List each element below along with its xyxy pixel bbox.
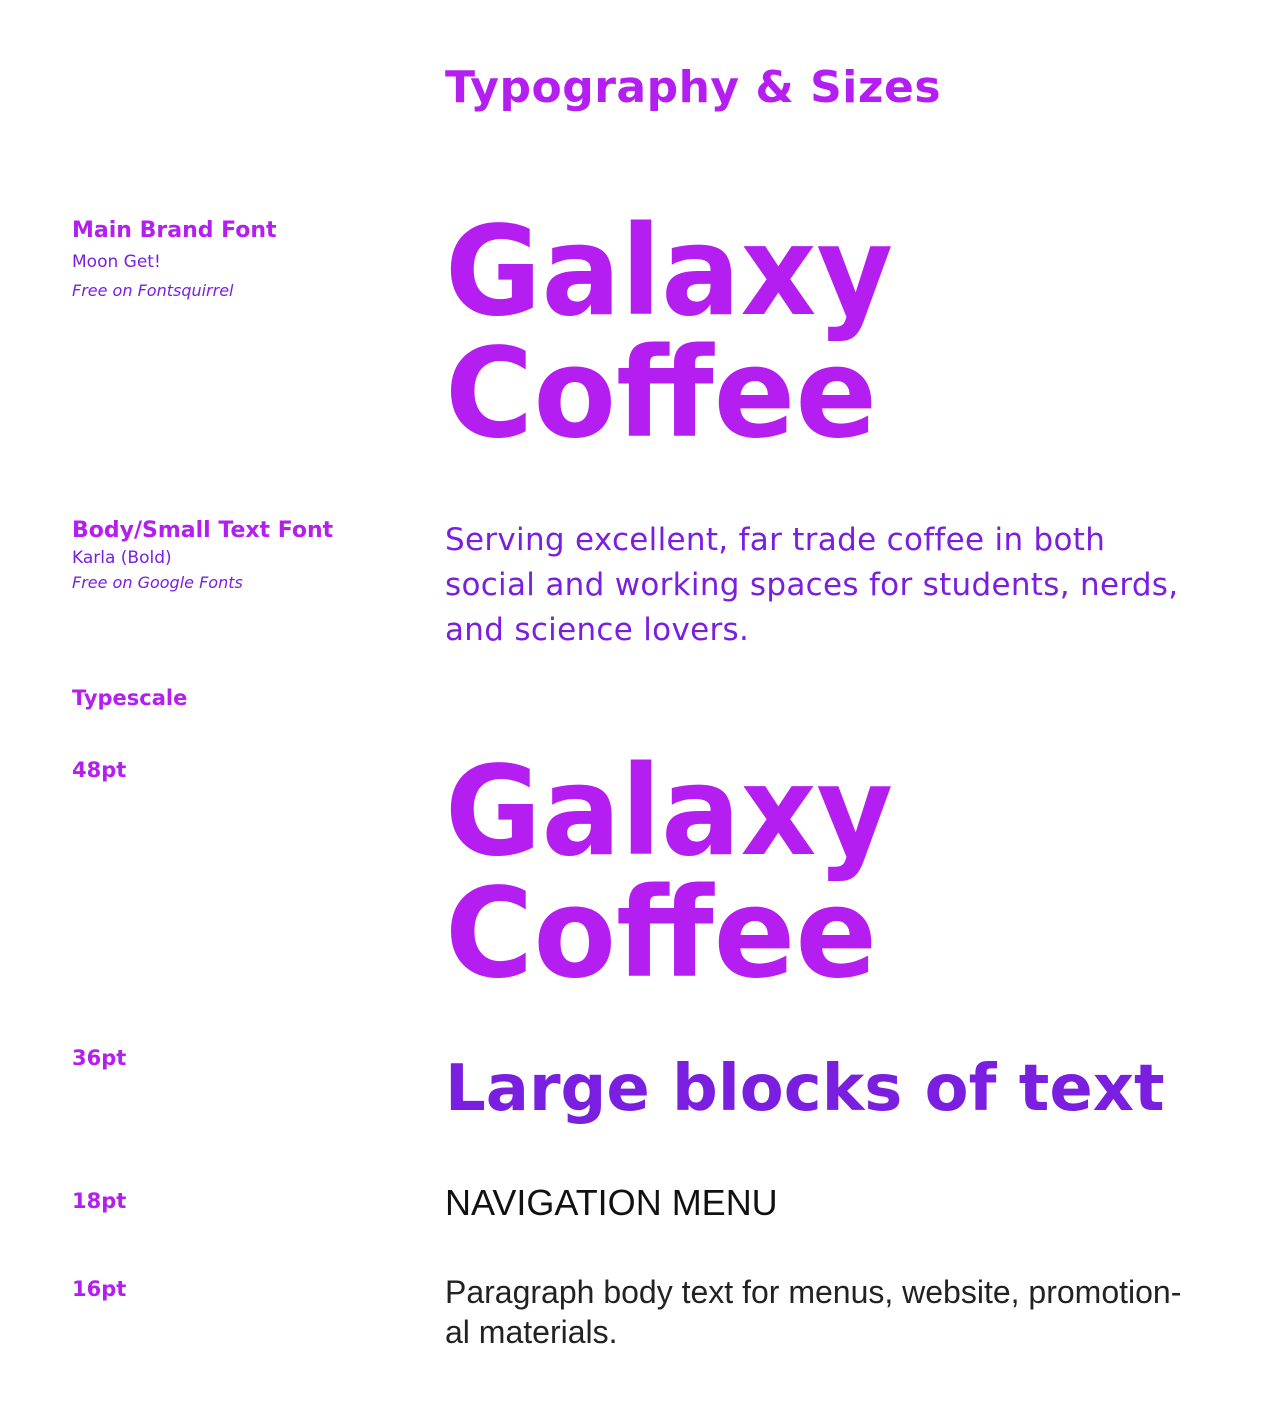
body-font-sample: Serving excellent, far trade coffee in both social and working spaces for students, nerds, and science lovers. [445,522,1179,648]
logo-48pt-line-coffee: Coffee [445,862,877,980]
logo-line-coffee: Coffee [445,322,877,440]
page-title: Typography & Sizes [445,62,942,113]
brand-logo-sample [445,210,895,440]
body-font-source: Free on Google Fonts [72,573,243,592]
brand-logo-graphic [445,210,895,440]
brand-font-heading: Main Brand Font [72,218,277,243]
logo-line-galaxy: Galaxy [445,210,893,344]
size-label-18pt: 18pt [72,1189,127,1213]
sample-36pt: Large blocks of text [445,1052,1165,1126]
sample-18pt: NAVIGATION MENU [445,1182,778,1223]
brand-font-name: Moon Get! [72,252,161,272]
brand-logo-48pt-sample [445,750,895,980]
sample-16pt: Paragraph body text for menus, website, promotion-al materials. [445,1274,1182,1350]
size-label-16pt: 16pt [72,1277,127,1301]
body-font-name: Karla (Bold) [72,548,172,568]
size-label-36pt: 36pt [72,1046,127,1070]
brand-font-source: Free on Fontsquirrel [72,281,234,300]
typescale-heading: Typescale [72,686,188,710]
body-font-heading: Body/Small Text Font [72,518,334,543]
size-label-48pt: 48pt [72,758,127,782]
logo-48pt-line-galaxy: Galaxy [445,750,893,884]
brand-logo-48pt-graphic [445,750,895,980]
